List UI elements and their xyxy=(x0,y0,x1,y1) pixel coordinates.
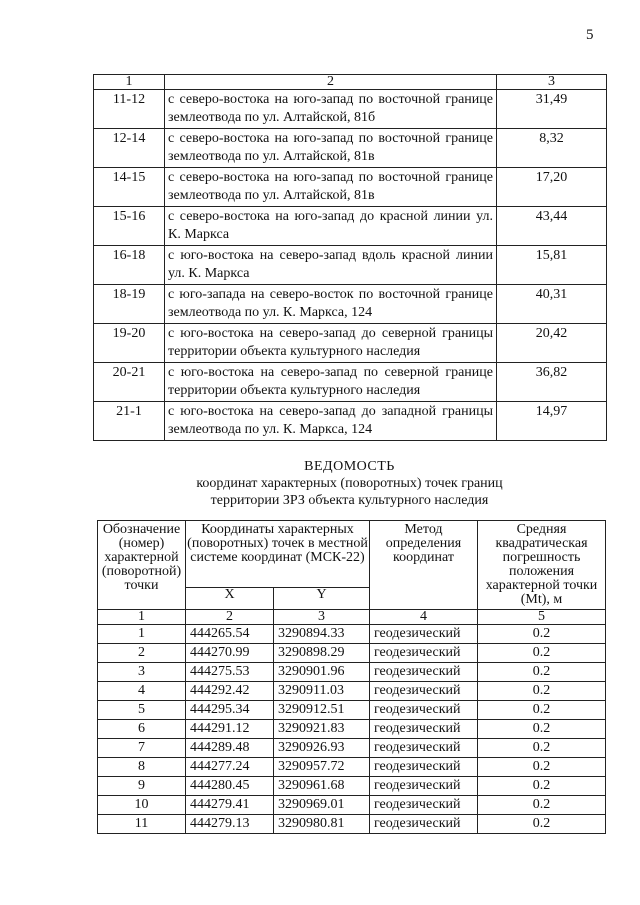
statement-subtitle-line-2: территории ЗРЗ объекта культурного наследия xyxy=(210,493,489,508)
table-row xyxy=(94,324,607,363)
y-coordinate-cell: 3290894.33 xyxy=(274,625,370,644)
header-col-3: 3 xyxy=(497,75,607,90)
x-coordinate-cell: 444275.53 xyxy=(186,663,274,682)
header-col-1: 1 xyxy=(94,75,165,90)
description-cell: с юго-востока на северо-запад до северной границы территории объекта культурного наследия xyxy=(165,324,497,363)
point-cell: 2 xyxy=(98,644,186,663)
method-cell: геодезический xyxy=(370,663,478,682)
x-coordinate-cell: 444265.54 xyxy=(186,625,274,644)
table-row xyxy=(98,644,606,663)
point-cell: 6 xyxy=(98,720,186,739)
x-coordinate-cell: 444295.34 xyxy=(186,701,274,720)
table-row xyxy=(94,207,607,246)
table-row xyxy=(98,796,606,815)
header-rms-error: Средняя квадратическая погрешность положения характерной точки (Mt), м xyxy=(478,521,606,610)
point-cell: 10 xyxy=(98,796,186,815)
table-row xyxy=(98,777,606,796)
col-number-4: 4 xyxy=(370,610,478,625)
table-row xyxy=(98,739,606,758)
boundary-description-table xyxy=(93,74,607,441)
error-cell: 0.2 xyxy=(478,663,606,682)
segment-cell: 20-21 xyxy=(94,363,165,402)
method-cell: геодезический xyxy=(370,796,478,815)
segment-cell: 15-16 xyxy=(94,207,165,246)
table-row xyxy=(98,663,606,682)
statement-subtitle-line-1: координат характерных (поворотных) точек границ xyxy=(196,476,503,491)
method-cell: геодезический xyxy=(370,644,478,663)
table-row xyxy=(98,682,606,701)
table-row xyxy=(94,129,607,168)
x-coordinate-cell: 444289.48 xyxy=(186,739,274,758)
segment-cell: 21-1 xyxy=(94,402,165,441)
table-row xyxy=(94,90,607,129)
header-x: X xyxy=(186,588,274,610)
point-cell: 4 xyxy=(98,682,186,701)
error-cell: 0.2 xyxy=(478,625,606,644)
table-row xyxy=(98,758,606,777)
description-cell: с северо-востока на юго-запад до красной линии ул. К. Маркса xyxy=(165,207,497,246)
column-numbers-row xyxy=(98,610,606,625)
point-cell: 9 xyxy=(98,777,186,796)
statement-title: ВЕДОМОСТЬ xyxy=(304,459,395,474)
y-coordinate-cell: 3290980.81 xyxy=(274,815,370,834)
method-cell: геодезический xyxy=(370,815,478,834)
error-cell: 0.2 xyxy=(478,682,606,701)
length-cell: 36,82 xyxy=(497,363,607,402)
description-cell: с северо-востока на юго-запад по восточной границе землеотвода по ул. Алтайской, 81б xyxy=(165,90,497,129)
x-coordinate-cell: 444279.13 xyxy=(186,815,274,834)
header-method: Метод определения координат xyxy=(370,521,478,610)
segment-cell: 14-15 xyxy=(94,168,165,207)
table-row xyxy=(98,625,606,644)
length-cell: 20,42 xyxy=(497,324,607,363)
x-coordinate-cell: 444277.24 xyxy=(186,758,274,777)
method-cell: геодезический xyxy=(370,625,478,644)
x-coordinate-cell: 444291.12 xyxy=(186,720,274,739)
description-cell: с северо-востока на юго-запад по восточной границе землеотвода по ул. Алтайской, 81в xyxy=(165,129,497,168)
table-row xyxy=(94,246,607,285)
segment-cell: 19-20 xyxy=(94,324,165,363)
length-cell: 15,81 xyxy=(497,246,607,285)
col-number-3: 3 xyxy=(274,610,370,625)
error-cell: 0.2 xyxy=(478,815,606,834)
point-cell: 11 xyxy=(98,815,186,834)
length-cell: 31,49 xyxy=(497,90,607,129)
table-row xyxy=(94,402,607,441)
statement-heading xyxy=(93,458,606,509)
table-row xyxy=(94,168,607,207)
header-y: Y xyxy=(274,588,370,610)
y-coordinate-cell: 3290961.68 xyxy=(274,777,370,796)
x-coordinate-cell: 444270.99 xyxy=(186,644,274,663)
error-cell: 0.2 xyxy=(478,701,606,720)
x-coordinate-cell: 444280.45 xyxy=(186,777,274,796)
col-number-5: 5 xyxy=(478,610,606,625)
boundary-table-header xyxy=(94,75,607,90)
page-number: 5 xyxy=(586,27,594,43)
method-cell: геодезический xyxy=(370,777,478,796)
description-cell: с северо-востока на юго-запад по восточной границе землеотвода по ул. Алтайской, 81в xyxy=(165,168,497,207)
segment-cell: 12-14 xyxy=(94,129,165,168)
length-cell: 8,32 xyxy=(497,129,607,168)
point-cell: 1 xyxy=(98,625,186,644)
segment-cell: 16-18 xyxy=(94,246,165,285)
error-cell: 0.2 xyxy=(478,796,606,815)
table-row xyxy=(98,701,606,720)
table-row xyxy=(94,363,607,402)
x-coordinate-cell: 444279.41 xyxy=(186,796,274,815)
description-cell: с юго-востока на северо-запад вдоль красной линии ул. К. Маркса xyxy=(165,246,497,285)
point-cell: 7 xyxy=(98,739,186,758)
length-cell: 17,20 xyxy=(497,168,607,207)
error-cell: 0.2 xyxy=(478,644,606,663)
y-coordinate-cell: 3290898.29 xyxy=(274,644,370,663)
length-cell: 43,44 xyxy=(497,207,607,246)
error-cell: 0.2 xyxy=(478,720,606,739)
description-cell: с юго-востока на северо-запад по северной границе территории объекта культурного наследия xyxy=(165,363,497,402)
y-coordinate-cell: 3290901.96 xyxy=(274,663,370,682)
col-number-1: 1 xyxy=(98,610,186,625)
table-row xyxy=(98,815,606,834)
error-cell: 0.2 xyxy=(478,758,606,777)
point-cell: 8 xyxy=(98,758,186,777)
description-cell: с юго-востока на северо-запад до западной границы землеотвода по ул. К. Маркса, 124 xyxy=(165,402,497,441)
method-cell: геодезический xyxy=(370,739,478,758)
header-point-designation: Обозначение (номер) характерной (поворотной) точки xyxy=(98,521,186,610)
y-coordinate-cell: 3290911.03 xyxy=(274,682,370,701)
method-cell: геодезический xyxy=(370,682,478,701)
length-cell: 14,97 xyxy=(497,402,607,441)
y-coordinate-cell: 3290926.93 xyxy=(274,739,370,758)
header-coordinates: Координаты характерных (поворотных) точек в местной системе координат (МСК-22) xyxy=(186,521,370,588)
point-cell: 3 xyxy=(98,663,186,682)
y-coordinate-cell: 3290912.51 xyxy=(274,701,370,720)
error-cell: 0.2 xyxy=(478,739,606,758)
error-cell: 0.2 xyxy=(478,777,606,796)
method-cell: геодезический xyxy=(370,701,478,720)
table-row xyxy=(98,720,606,739)
point-cell: 5 xyxy=(98,701,186,720)
table-row xyxy=(94,285,607,324)
x-coordinate-cell: 444292.42 xyxy=(186,682,274,701)
segment-cell: 11-12 xyxy=(94,90,165,129)
y-coordinate-cell: 3290957.72 xyxy=(274,758,370,777)
header-col-2: 2 xyxy=(165,75,497,90)
col-number-2: 2 xyxy=(186,610,274,625)
y-coordinate-cell: 3290969.01 xyxy=(274,796,370,815)
method-cell: геодезический xyxy=(370,758,478,777)
coordinates-table xyxy=(97,520,606,834)
length-cell: 40,31 xyxy=(497,285,607,324)
segment-cell: 18-19 xyxy=(94,285,165,324)
description-cell: с юго-запада на северо-восток по восточной границе землеотвода по ул. К. Маркса, 124 xyxy=(165,285,497,324)
method-cell: геодезический xyxy=(370,720,478,739)
y-coordinate-cell: 3290921.83 xyxy=(274,720,370,739)
